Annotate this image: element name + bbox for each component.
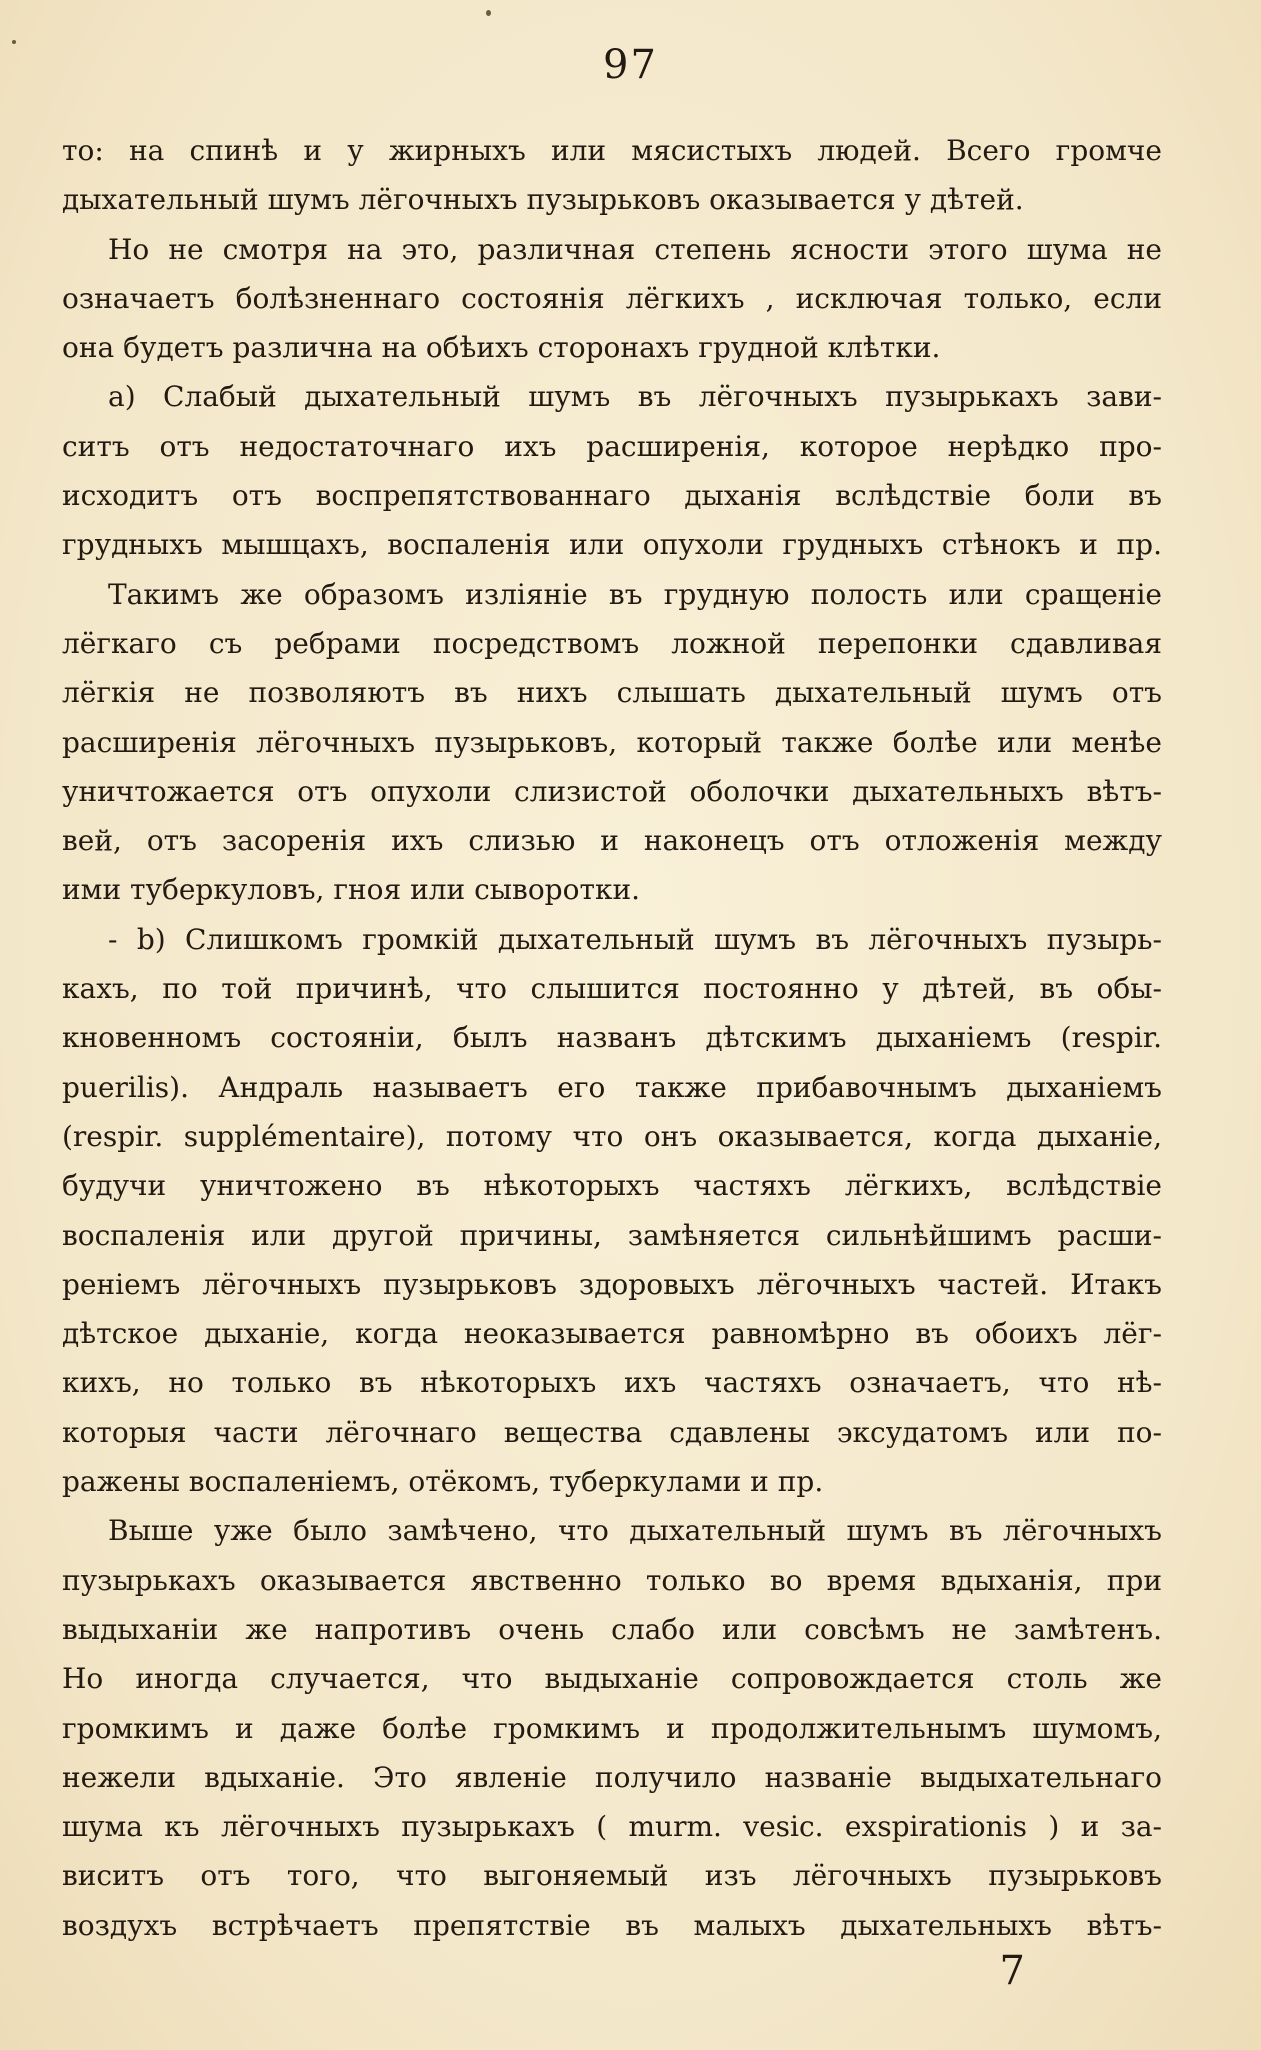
text-line: реніемъ лёгочныхъ пузырьковъ здоровыхъ лёгочныхъ частей. Итакъ — [62, 1267, 1162, 1301]
text-line: лёгкаго съ ребрами посредствомъ ложной перепонки сдавливая — [62, 626, 1162, 660]
text-line: лёгкія не позволяютъ въ нихъ слышать дыхательный шумъ отъ — [62, 676, 1162, 710]
text-line: означаетъ болѣзненнаго состоянія лёгкихъ , исключая только, если — [62, 281, 1162, 315]
text-line: которыя части лёгочнаго вещества сдавлены эксудатомъ или по- — [62, 1415, 1162, 1449]
text-line: вей, отъ засоренія ихъ слизью и наконецъ отъ отложенія между — [62, 824, 1162, 858]
text-line: нежели вдыханіе. Это явленіе получило названіе выдыхательнаго — [62, 1760, 1162, 1794]
text-line: кахъ, по той причинѣ, что слышится постоянно у дѣтей, въ обы- — [62, 972, 1162, 1006]
text-line: кихъ, но только въ нѣкоторыхъ ихъ частяхъ означаетъ, что нѣ- — [62, 1366, 1162, 1400]
text-line: ими туберкуловъ, гноя или сыворотки. — [62, 873, 641, 907]
text-line: Такимъ же образомъ изліяніе въ грудную полость или сращеніе — [108, 577, 1162, 611]
text-line: то: на спинѣ и у жирныхъ или мясистыхъ людей. Всего громче — [62, 134, 1162, 167]
text-line: (respir. supplémentaire), потому что онъ оказывается, когда дыханіе, — [62, 1119, 1162, 1153]
text-line: воздухъ встрѣчаетъ препятствіе въ малыхъ дыхательныхъ вѣтъ- — [62, 1908, 1162, 1942]
text-line: - b) Слишкомъ громкій дыхательный шумъ въ лёгочныхъ пузырь- — [108, 922, 1162, 956]
text-line: Но иногда случается, что выдыханіе сопровождается столь же — [62, 1662, 1162, 1696]
page-number: 97 — [603, 42, 658, 88]
text-line: дыхательный шумъ лёгочныхъ пузырьковъ оказывается у дѣтей. — [62, 183, 1024, 217]
text-line: воспаленія или другой причины, замѣняется сильнѣйшимъ расши- — [62, 1218, 1162, 1252]
body-text — [62, 126, 1162, 1950]
text-line: ситъ отъ недостаточнаго ихъ расширенія, которое нерѣдко про- — [62, 429, 1162, 463]
signature-mark: 7 — [999, 1948, 1025, 1994]
text-line: будучи уничтожено въ нѣкоторыхъ частяхъ лёгкихъ, вслѣдствіе — [62, 1169, 1162, 1203]
text-line: виситъ отъ того, что выгоняемый изъ лёгочныхъ пузырьковъ — [62, 1859, 1162, 1893]
text-line: она будетъ различна на обѣихъ сторонахъ грудной клѣтки. — [62, 331, 941, 365]
text-line: дѣтское дыханіе, когда неоказывается равномѣрно въ обоихъ лёг- — [62, 1317, 1162, 1351]
text-line: шума къ лёгочныхъ пузырькахъ ( murm. vesic. exspirationis ) и за- — [62, 1810, 1162, 1844]
text-line: а) Слабый дыхательный шумъ въ лёгочныхъ пузырькахъ зави- — [108, 380, 1162, 414]
text-line: puerilis). Андраль называетъ его также прибавочнымъ дыханіемъ — [62, 1070, 1162, 1104]
text-line: кновенномъ состояніи, былъ названъ дѣтскимъ дыханіемъ (respir. — [62, 1021, 1162, 1055]
text-line: Но не смотря на это, различная степень ясности этого шума не — [108, 232, 1162, 266]
text-line: расширенія лёгочныхъ пузырьковъ, который также болѣе или менѣе — [62, 725, 1162, 759]
text-line: грудныхъ мышцахъ, воспаленія или опухоли грудныхъ стѣнокъ и пр. — [62, 528, 1162, 562]
text-line: исходитъ отъ воспрепятствованнаго дыханія вслѣдствіе боли въ — [62, 479, 1162, 513]
text-line: Выше уже было замѣчено, что дыхательный шумъ въ лёгочныхъ — [108, 1514, 1162, 1548]
text-line: громкимъ и даже болѣе громкимъ и продолжительнымъ шумомъ, — [62, 1711, 1162, 1745]
text-line: пузырькахъ оказывается явственно только во время вдыханія, при — [62, 1563, 1162, 1597]
text-line: уничтожается отъ опухоли слизистой оболочки дыхательныхъ вѣтъ- — [62, 774, 1162, 808]
ink-speck — [486, 10, 491, 16]
text-line: выдыханіи же напротивъ очень слабо или совсѣмъ не замѣтенъ. — [62, 1612, 1162, 1646]
text-line: ражены воспаленіемъ, отёкомъ, туберкулами и пр. — [62, 1465, 824, 1499]
